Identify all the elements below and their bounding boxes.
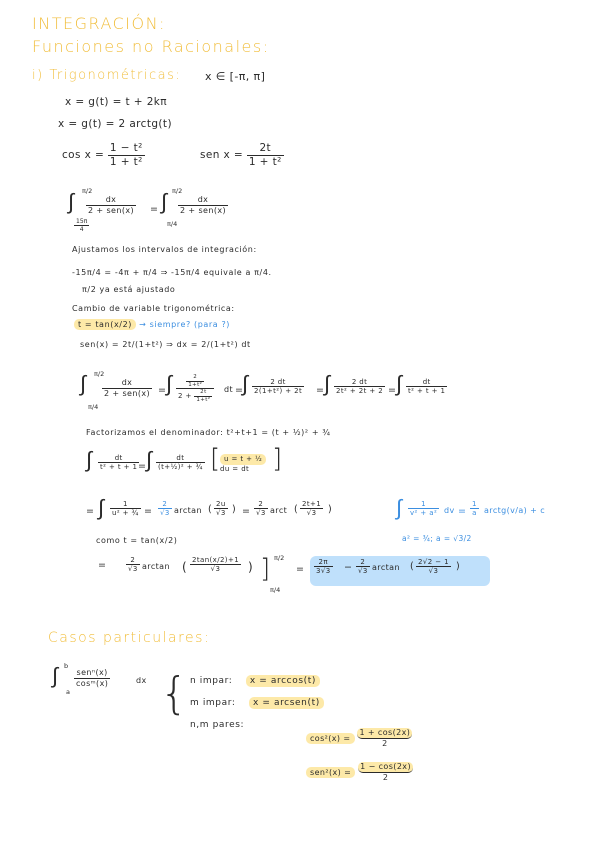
change-note: → siempre? (para ?) — [139, 320, 231, 329]
section-trig-label: i) Trigonométricas: — [32, 68, 182, 83]
sen-formula: sen x = $\frac{2t}{\text{1 + t²}}$ — [200, 142, 282, 168]
adjust-heading: Ajustamos los intervalos de integración: — [72, 245, 257, 254]
casos-integral: b ∫ a senⁿ(x) cosᵐ(x) dx — [52, 662, 147, 696]
change-highlight: t = tan(x/2) — [74, 319, 136, 330]
arctan-formula-note: ∫ $\frac{1}{\text{v² + a²}}$ dv = $\frac{1}{a}$ arctg(v/a) + c a² = ¾; a = √3/2 — [396, 496, 545, 543]
adjust-line-2: π/2 ya está ajustado — [82, 285, 176, 294]
change-heading: Cambio de variable trigonométrica: — [72, 304, 235, 313]
caso-m-impar: m impar: x = arcsen(t) — [190, 698, 324, 708]
integral-chain: π/2 ∫ π/4 dx 2 + sen(x) = ∫ $\frac{2}{\text{1+t²}}$ 2 + $\frac{2t}{\text{1+t²}}$ dt = ∫ $\frac{2 dt}{\text{2(1+t²) + 2t}}$ = ∫ $\frac{2 dt}{\text{2t² + 2t + 2}}$ = ∫ $\frac{dt}{\text{t² + t + 1}}$ — [80, 370, 446, 411]
factor-integral: ∫ $\frac{dt}{\text{t² + t + 1}}$ = ∫ $\frac{dt}{\text{(t+½)² + ¾}}$ [ u = t + ½ du = dt ] — [86, 444, 283, 474]
section-trig-domain: x ∈ [-π, π] — [205, 70, 266, 83]
subst-line-2: x = g(t) = 2 arctg(t) — [58, 118, 172, 130]
factor-line: Factorizamos el denominador: t²+t+1 = (t + ½)² + ¾ — [86, 428, 331, 437]
sen-squared-identity: sen²(x) = $\frac{1 - \cos(2x)}{2}$ — [306, 762, 413, 782]
subst-line-1: x = g(t) = t + 2kπ — [65, 96, 168, 108]
page-title: INTEGRACIÓN: — [32, 14, 166, 33]
casos-brace: { — [160, 668, 188, 719]
u-substitution: u = t + ½ — [220, 454, 266, 465]
change-substitution — [74, 320, 230, 329]
final-result-highlight: $\frac{2\pi}{3√3}$ − $\frac{2}{√3}$ arctan ( $\frac{2√2 - 1}{√3}$ ) — [310, 556, 490, 586]
sen-dx-line: sen(x) = 2t/(1+t²) ⇒ dx = 2/(1+t²) dt — [80, 340, 251, 349]
caso-n-impar: n impar: x = arccos(t) — [190, 676, 320, 686]
result-line: = ∫ $\frac{1}{\text{u² + ¾}}$ = $\frac{2}{√3}$ arctan ( $\frac{2u}{√3}$ ) = $\frac{2}{√3}$ arct ( $\frac{2t+1}{√3}$ ) — [86, 496, 333, 521]
caso-nm-pares: n,m pares: — [190, 720, 245, 730]
page-subtitle: Funciones no Racionales: — [32, 37, 270, 56]
casos-title: Casos particulares: — [48, 630, 211, 646]
como-line: como t = tan(x/2) — [96, 536, 178, 545]
du-substitution: du = dt — [220, 465, 250, 474]
adjust-line-1: -15π/4 = -4π + π/4 ⇒ -15π/4 equivale a π/4. — [72, 268, 272, 277]
cos-formula: cos x = $\frac{\text{1 − t²}}{\text{1 + t²}}$ — [62, 142, 143, 168]
evaluation-line: = $\frac{2}{√3}$ arctan ( $\frac{2\tan(x/2)+1}{√3}$ ) ] π/2 π/4 = $\frac{2\pi}{3√3}$ − $\frac{2}{√3}$ arctan ( $\frac{2√2 - 1}{√3}$ ) — [98, 556, 498, 606]
cos-squared-identity: cos²(x) = $\frac{1 + \cos(2x)}{2}$ — [306, 728, 412, 748]
